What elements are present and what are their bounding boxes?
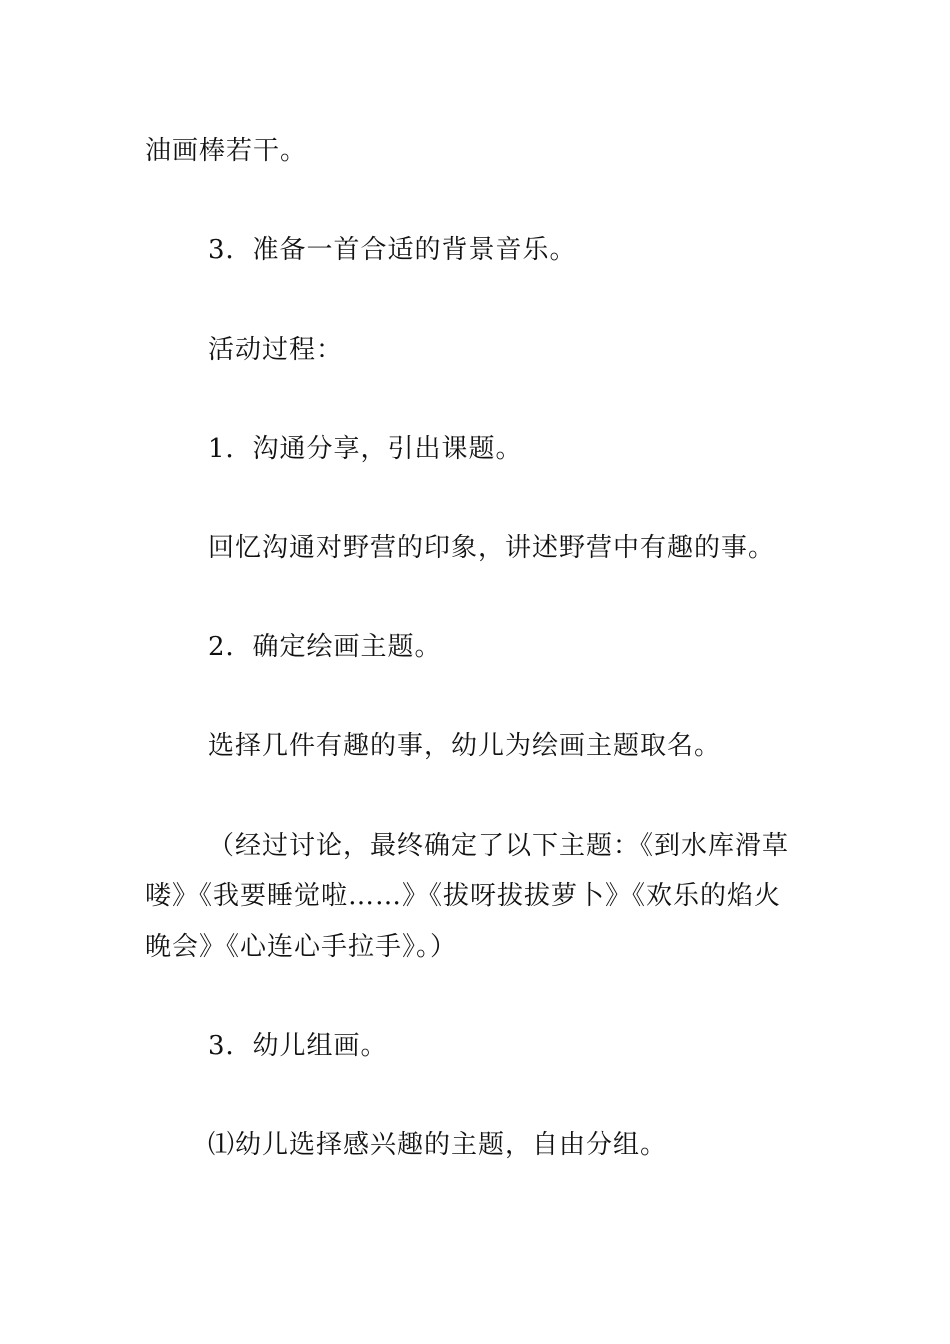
paragraph-prep-music: 3．准备一首合适的背景音乐。 — [208, 235, 577, 265]
topics-note-line-1: （经过讨论，最终确定了以下主题：《到水库滑草 — [208, 831, 790, 861]
heading-activity-process: 活动过程： — [208, 335, 344, 365]
step-2-description: 选择几件有趣的事，幼儿为绘画主题取名。 — [208, 731, 722, 761]
step-1-description: 回忆沟通对野营的印象，讲述野营中有趣的事。 — [208, 533, 776, 563]
step-3-title: 3．幼儿组画。 — [208, 1031, 388, 1061]
step-1-title: 1．沟通分享，引出课题。 — [208, 434, 523, 464]
step-3-substep-1: ⑴幼儿选择感兴趣的主题，自由分组。 — [208, 1130, 668, 1160]
paragraph-materials-end: 油画棒若干。 — [145, 136, 308, 166]
topics-note-line-3: 晚会》《心连心手拉手》。） — [145, 932, 458, 962]
step-2-title: 2．确定绘画主题。 — [208, 632, 442, 662]
topics-note-line-2: 喽》《我要睡觉啦……》《拔呀拔拔萝卜》《欢乐的焰火 — [145, 881, 782, 911]
